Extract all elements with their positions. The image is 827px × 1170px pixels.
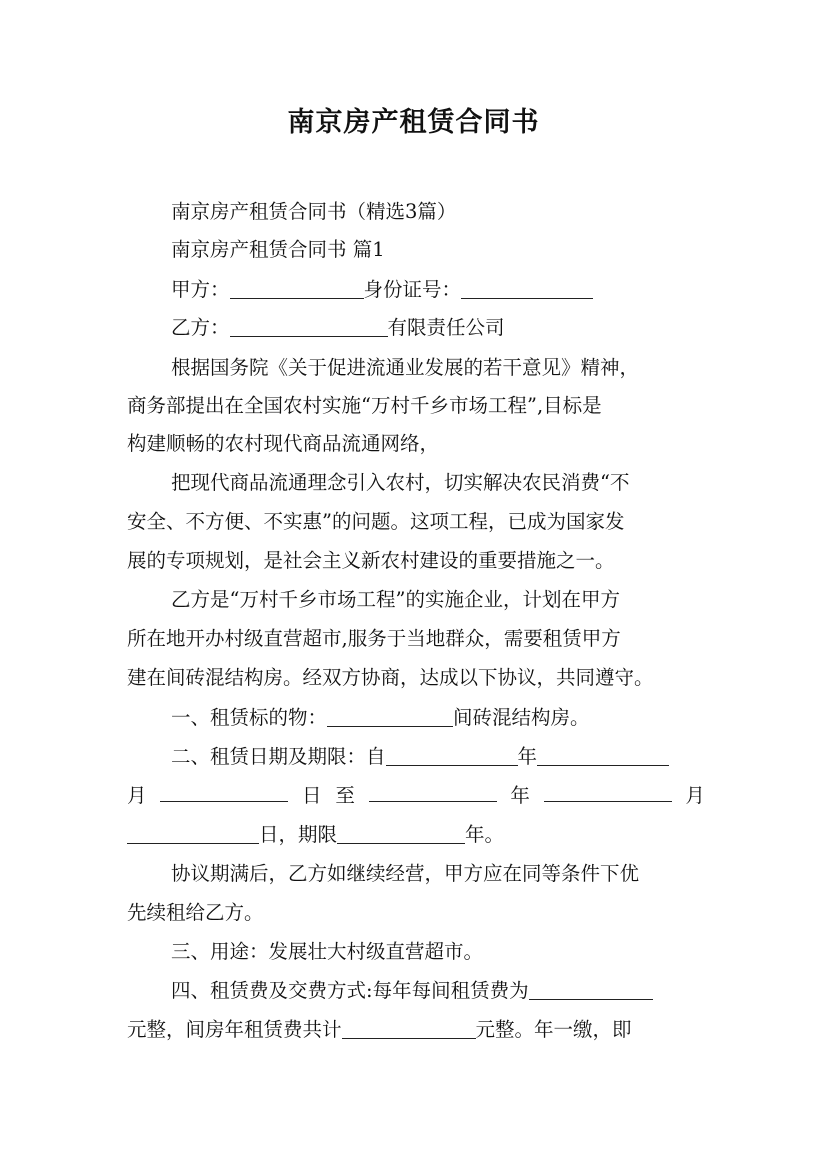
paragraph-line: 构建顺畅的农村现代商品流通网络， <box>127 432 440 455</box>
party-a-blank <box>230 278 364 299</box>
clause-2-label: 二、租赁日期及期限：自 <box>171 745 386 768</box>
to-label: 至 <box>335 784 355 807</box>
clause-1-line <box>171 703 705 733</box>
year-label: 年 <box>510 784 530 807</box>
paragraph-line: 展的专项规划，是社会主义新农村建设的重要措施之一。 <box>127 549 615 572</box>
start-day-blank <box>160 781 288 802</box>
term-years-blank <box>337 823 465 844</box>
party-a-line <box>171 275 705 305</box>
term-label: 日，期限 <box>259 823 338 846</box>
clause-4-line <box>171 976 705 1006</box>
company-suffix: 有限责任公司 <box>387 316 505 339</box>
party-b-line <box>171 313 705 343</box>
party-b-blank <box>230 316 388 337</box>
paragraph-line: 协议期满后，乙方如继续经营，甲方应在同等条件下优 <box>171 862 640 885</box>
total-rent-blank <box>342 1018 476 1039</box>
clause-4-label: 四、租赁费及交费方式:每年每间租赁费为 <box>171 979 529 1002</box>
month-label: 月 <box>127 784 147 807</box>
end-month-blank <box>544 781 672 802</box>
paragraph-line: 商务部提出在全国农村实施“万村千乡市场工程”,目标是 <box>127 394 602 417</box>
party-a-label: 甲方： <box>171 278 230 301</box>
rent-per-room-blank <box>529 979 653 1000</box>
id-number-label: 身份证号： <box>363 278 462 301</box>
paragraph-line: 把现代商品流通理念引入农村，切实解决农民消费“不 <box>171 471 630 494</box>
room-count-blank <box>327 706 453 727</box>
total-rent-suffix: 元整。年一缴，即 <box>475 1018 632 1041</box>
clause-2-term-line <box>127 820 705 850</box>
year-label: 年 <box>517 745 538 768</box>
paragraph-line: 建在间砖混结构房。经双方协商，达成以下协议，共同遵守。 <box>127 666 654 689</box>
section-heading: 南京房产租赁合同书 篇1 <box>171 238 385 261</box>
end-day-blank <box>127 823 259 844</box>
end-year-blank <box>369 781 497 802</box>
id-number-blank <box>461 278 593 299</box>
total-rent-label: 元整，间房年租赁费共计 <box>127 1018 342 1041</box>
paragraph-line: 根据国务院《关于促进流通业发展的若干意见》精神， <box>171 356 640 379</box>
clause-1-suffix: 间砖混结构房。 <box>453 706 590 729</box>
clause-2-dates-line <box>127 781 705 811</box>
party-b-label: 乙方： <box>171 316 230 339</box>
paragraph-line: 先续租给乙方。 <box>127 901 264 924</box>
clause-2-line <box>171 742 705 772</box>
clause-3-line: 三、用途：发展壮大村级直营超市。 <box>171 940 484 963</box>
start-year-blank <box>386 745 518 766</box>
paragraph-line: 乙方是“万村千乡市场工程”的实施企业，计划在甲方 <box>171 588 620 611</box>
clause-1-label: 一、租赁标的物： <box>171 706 328 729</box>
paragraph-line: 所在地开办村级直营超市,服务于当地群众，需要租赁甲方 <box>127 627 621 650</box>
document-title: 南京房产租赁合同书 <box>287 107 540 138</box>
day-label: 日 <box>302 784 322 807</box>
paragraph-line: 安全、不方便、不实惠”的问题。这项工程，已成为国家发 <box>127 510 625 533</box>
start-month-blank <box>537 745 669 766</box>
month-label: 月 <box>685 784 705 807</box>
term-suffix: 年。 <box>465 823 505 846</box>
clause-4-total-line <box>127 1015 705 1045</box>
subtitle-line: 南京房产租赁合同书（精选3篇） <box>171 200 457 223</box>
